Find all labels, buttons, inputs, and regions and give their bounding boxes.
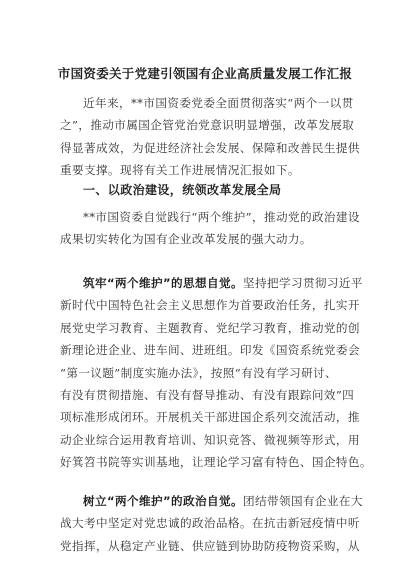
- paragraph-lead: 筑牢“两个维护”的思想自觉。: [83, 276, 243, 290]
- text-line: 战大考中坚定对党忠诚的政治品格。在抗击新冠疫情中听: [60, 516, 360, 531]
- text-line: 项标准形成闭环。开展机关干部进国企系列交流活动，推: [60, 410, 360, 425]
- section-paragraph-3: [60, 490, 363, 557]
- document-title: 市国资委关于党建引领国有企业高质量发展工作汇报: [57, 66, 353, 81]
- intro-paragraph: [60, 92, 360, 182]
- text-line: “第一议题”制度实施办法》，按照“有没有学习研讨、: [60, 365, 338, 380]
- text-line: 动企业综合运用教育培训、知识竞答、微视频等形式，用: [60, 432, 360, 447]
- section-heading: 一、以政治建设，统领改革发展全局: [83, 183, 282, 197]
- text-line: 重要支撑。现将有关工作进展情况汇报如下。: [60, 163, 300, 178]
- text-line: 好箕笤书院等实训基地，让理论学习富有特色、国企特色。: [60, 455, 372, 470]
- paragraph-lead: 树立“两个维护”的政治自觉。: [83, 494, 243, 508]
- text-line: 成果切实转化为国有企业改革发展的强大动力。: [60, 232, 312, 247]
- text-line: 近年来，**市国资委党委全面贯彻落实“两个一以贯: [83, 96, 354, 110]
- text-line: [60, 490, 363, 512]
- section-paragraph-1: [60, 206, 360, 251]
- text-line: [60, 272, 363, 294]
- text-line: 展党史学习教育、主题教育、党纪学习教育，推动党的创: [60, 320, 360, 335]
- text-line: 有没有贯彻措施、有没有督导推动、有没有跟踪问效”四: [60, 388, 355, 403]
- text-line: 党指挥，从稳定产业链、供应链到协助防疫物资采购，从: [60, 538, 360, 553]
- text-line: 新时代中国特色社会主义思想作为首要政治任务，扎实开: [60, 298, 360, 313]
- text-line: 新理论进企业、进车间、进班组。印发《国资系统党委会: [60, 343, 360, 358]
- text-line: **市国资委自觉践行“两个维护”，推动党的政治建设: [83, 210, 360, 224]
- text-line: 之”，推动市属国企管党治党意识明显增强，改革发展取: [60, 118, 355, 133]
- text-line: 得显著成效，为促进经济社会发展、保障和改善民生提供: [60, 140, 360, 155]
- text-fragment: 团结带领国有企业在大: [242, 494, 363, 508]
- section-paragraph-2: [60, 272, 372, 474]
- text-fragment: 坚持把学习贯彻习近平: [242, 276, 363, 290]
